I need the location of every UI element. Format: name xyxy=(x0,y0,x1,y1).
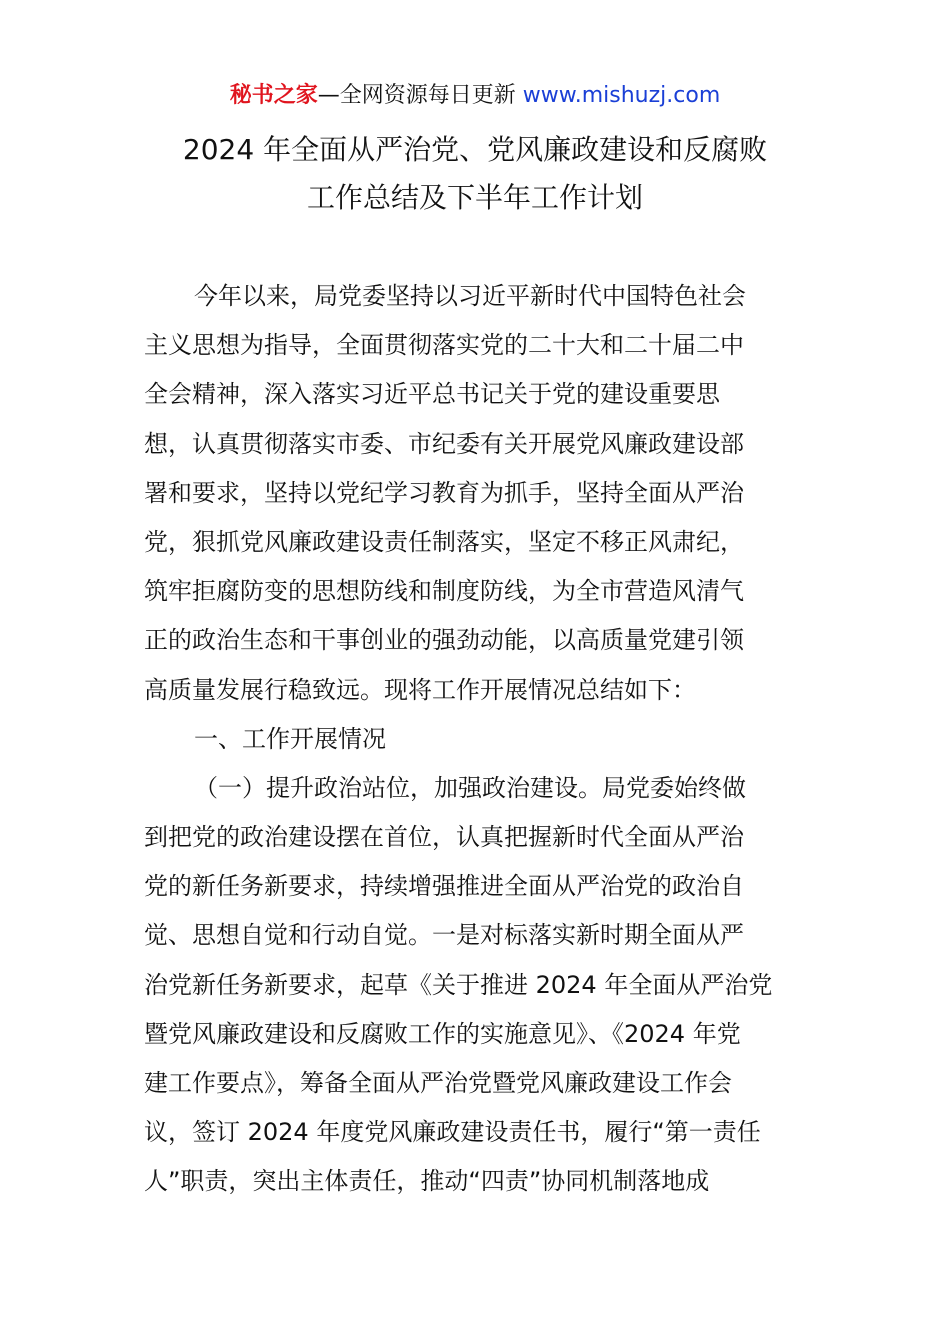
body-line: 建工作要点》，筹备全面从严治党暨党风廉政建设工作会 xyxy=(144,1069,732,1097)
brand-name: 秘书之家 xyxy=(229,83,318,108)
site-header xyxy=(0,80,950,112)
body-line: 主义思想为指导，全面贯彻落实党的二十大和二十届二中 xyxy=(144,331,744,360)
body-line: 正的政治生态和干事创业的强劲动能，以高质量党建引领 xyxy=(144,626,744,655)
body-line: 到把党的政治建设摆在首位，认真把握新时代全面从严治 xyxy=(144,823,744,852)
paragraph-intro-start: 今年以来，局党委坚持以习近平新时代中国特色社会 xyxy=(194,282,746,310)
title-line: 工作总结及下半年工作计划 xyxy=(306,181,643,214)
body-line: 觉、思想自觉和行动自觉。一是对标落实新时期全面从严 xyxy=(144,921,744,950)
body-line: 治党新任务新要求，起草《关于推进 2024 年全面从严治党 xyxy=(144,970,773,999)
body-line: 党的新任务新要求，持续增强推进全面从严治党的政治自 xyxy=(144,872,744,901)
body-line: 筑牢拒腐防变的思想防线和制度防线，为全市营造风清气 xyxy=(144,577,744,606)
body-line: 党，狠抓党风廉政建设责任制落实，坚定不移正风肃纪， xyxy=(144,527,744,556)
body-line: 议，签订 2024 年度党风廉政建设责任书，履行“第一责任 xyxy=(144,1118,761,1147)
body-line: 署和要求，坚持以党纪学习教育为抓手，坚持全面从严治 xyxy=(144,478,744,507)
subsection-start: （一）提升政治站位，加强政治建设。局党委始终做 xyxy=(194,773,746,802)
body-line: 人”职责，突出主体责任，推动“四责”协同机制落地成 xyxy=(144,1167,710,1196)
title-line: 2024 年全面从严治党、党风廉政建设和反腐败 xyxy=(182,133,768,166)
header-slogan: —全网资源每日更新 xyxy=(317,83,516,108)
body-line: 全会精神，深入落实习近平总书记关于党的建设重要思 xyxy=(144,380,720,409)
site-url-link[interactable]: www.mishuzj.com xyxy=(522,83,721,108)
body-line: 想，认真贯彻落实市委、市纪委有关开展党风廉政建设部 xyxy=(144,429,744,458)
section-heading: 一、工作开展情况 xyxy=(194,724,386,753)
body-line: 高质量发展行稳致远。现将工作开展情况总结如下： xyxy=(144,675,696,704)
document-title xyxy=(0,126,950,222)
document-body xyxy=(144,272,808,1207)
body-line: 暨党风廉政建设和反腐败工作的实施意见》、《2024 年党 xyxy=(144,1019,741,1048)
